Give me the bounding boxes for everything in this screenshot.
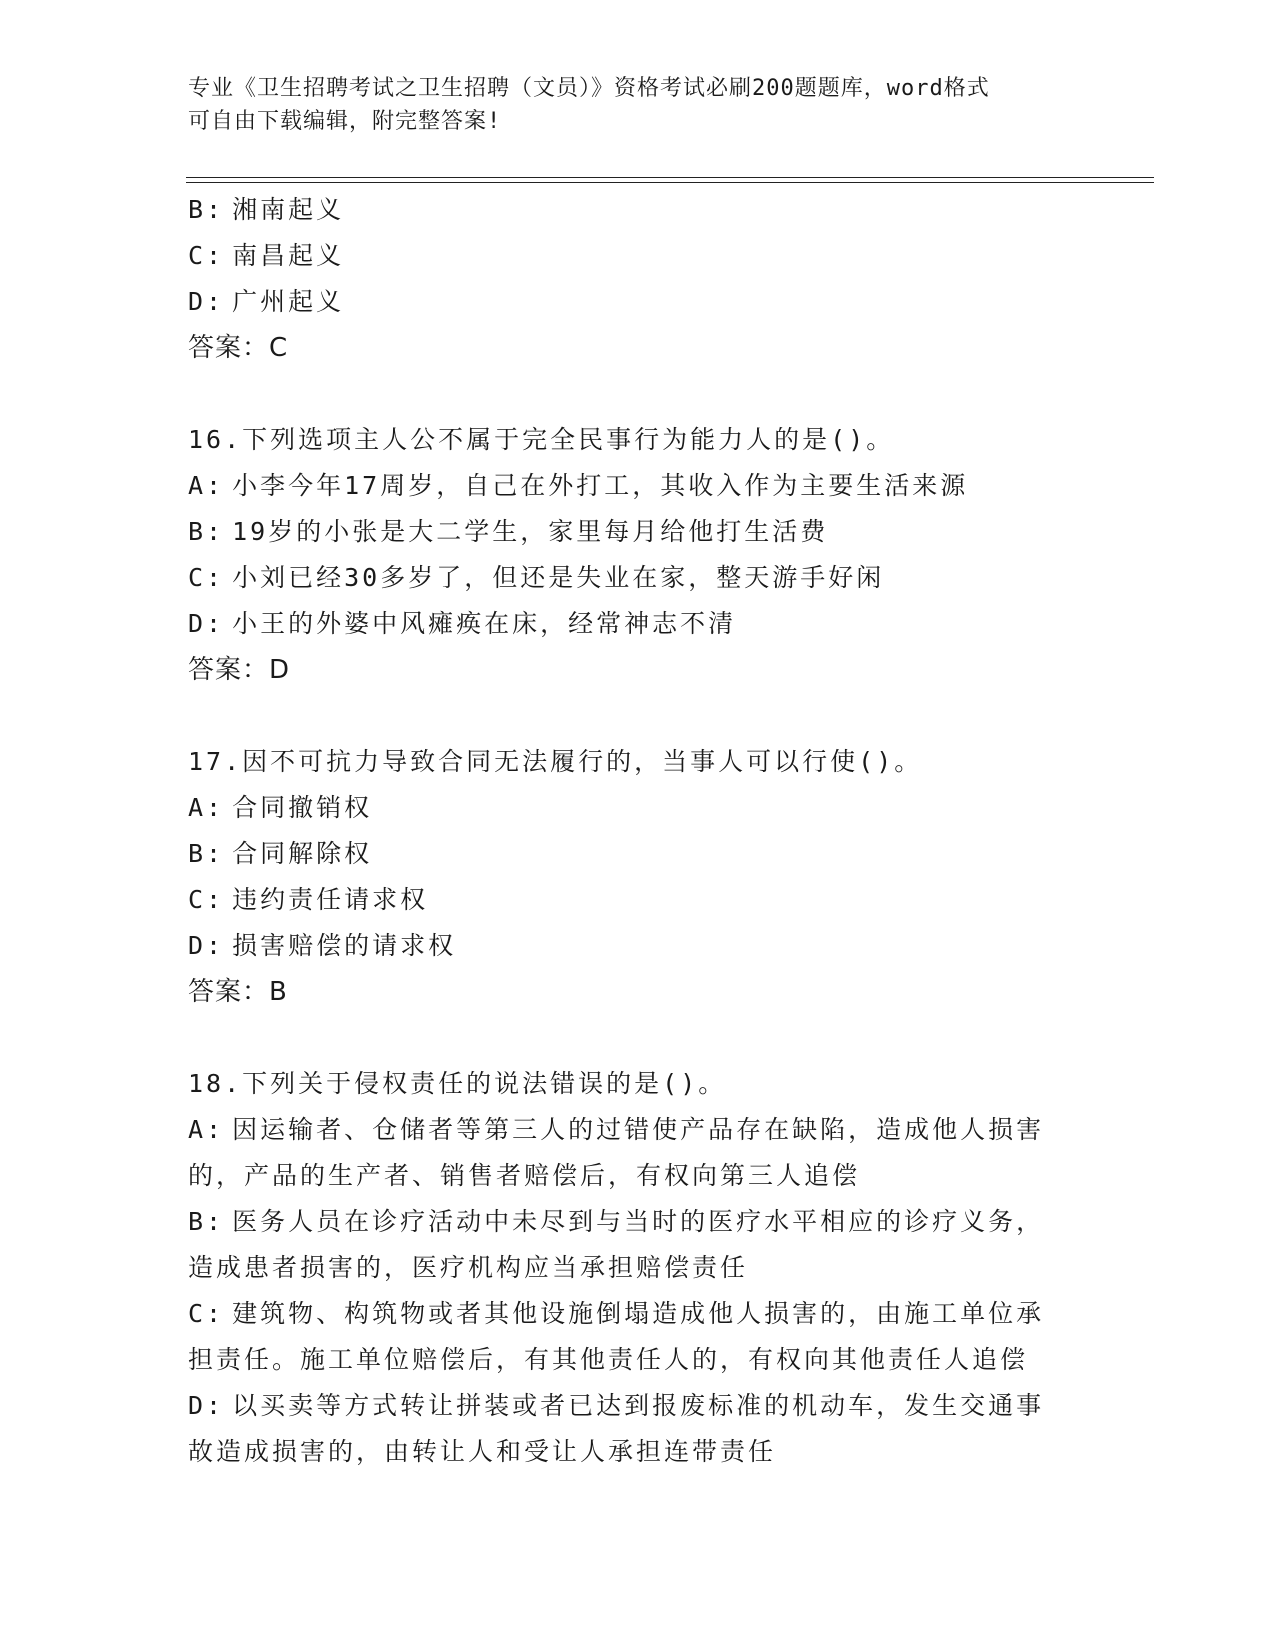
question-16 (188, 417, 1088, 693)
option-label: A: (188, 1115, 225, 1144)
option-text: 小刘已经30多岁了，但还是失业在家，整天游手好闲 (232, 563, 885, 592)
answer-line: 答案：B (188, 977, 288, 1007)
spacer (188, 371, 1088, 417)
option-label: A: (188, 471, 225, 500)
option-label: C: (188, 241, 225, 270)
option-a (188, 463, 1088, 509)
option-c (188, 233, 1088, 279)
option-text-line-2: 的，产品的生产者、销售者赔偿后，有权向第三人追偿 (188, 1161, 861, 1190)
question-stem: 16.下列选项主人公不属于完全民事行为能力人的是()。 (188, 425, 895, 454)
spacer (188, 693, 1088, 739)
question-18 (188, 1061, 1088, 1475)
header-title-line-2: 可自由下载编辑，附完整答案! (188, 109, 502, 134)
option-b (188, 187, 1088, 233)
option-label: A: (188, 793, 225, 822)
header-divider-top (186, 177, 1154, 178)
question-17 (188, 739, 1088, 1015)
option-d (188, 1383, 1088, 1475)
option-d (188, 601, 1088, 647)
option-text: 小王的外婆中风瘫痪在床，经常神志不清 (232, 609, 737, 638)
option-a (188, 1107, 1088, 1199)
question-15-continued (188, 187, 1088, 371)
option-b (188, 509, 1088, 555)
option-label: D: (188, 609, 225, 638)
header-divider-bottom (186, 182, 1154, 183)
option-label: C: (188, 885, 225, 914)
option-text: 小李今年17周岁，自己在外打工，其收入作为主要生活来源 (232, 471, 969, 500)
option-text-line-1: 因运输者、仓储者等第三人的过错使产品存在缺陷，造成他人损害 (232, 1115, 1045, 1144)
option-text-line-1: 建筑物、构筑物或者其他设施倒塌造成他人损害的，由施工单位承 (232, 1299, 1045, 1328)
option-d (188, 923, 1088, 969)
option-c (188, 555, 1088, 601)
option-c (188, 1291, 1088, 1383)
option-text: 合同撤销权 (232, 793, 373, 822)
option-c (188, 877, 1088, 923)
option-text: 广州起义 (232, 287, 345, 316)
option-b (188, 1199, 1088, 1291)
option-label: D: (188, 1391, 225, 1420)
question-stem: 17.因不可抗力导致合同无法履行的，当事人可以行使()。 (188, 747, 923, 776)
option-text: 南昌起义 (232, 241, 345, 270)
option-label: B: (188, 1207, 225, 1236)
option-text: 19岁的小张是大二学生，家里每月给他打生活费 (232, 517, 829, 546)
option-label: D: (188, 287, 225, 316)
option-label: C: (188, 563, 225, 592)
option-text-line-1: 以买卖等方式转让拼装或者已达到报废标准的机动车，发生交通事 (232, 1391, 1045, 1420)
answer-line: 答案：C (188, 333, 289, 363)
option-text-line-1: 医务人员在诊疗活动中未尽到与当时的医疗水平相应的诊疗义务， (232, 1207, 1045, 1236)
option-d (188, 279, 1088, 325)
option-text: 损害赔偿的请求权 (232, 931, 457, 960)
document-header (188, 72, 1068, 138)
option-text-line-2: 担责任。施工单位赔偿后，有其他责任人的，有权向其他责任人追偿 (188, 1345, 1029, 1374)
option-b (188, 831, 1088, 877)
option-label: C: (188, 1299, 225, 1328)
option-a (188, 785, 1088, 831)
spacer (188, 1015, 1088, 1061)
option-text: 违约责任请求权 (232, 885, 429, 914)
option-text-line-2: 故造成损害的，由转让人和受让人承担连带责任 (188, 1437, 777, 1466)
question-stem: 18.下列关于侵权责任的说法错误的是()。 (188, 1069, 727, 1098)
option-label: B: (188, 517, 225, 546)
answer-line: 答案：D (188, 655, 291, 685)
option-label: D: (188, 931, 225, 960)
option-label: B: (188, 195, 225, 224)
question-list (188, 187, 1088, 1475)
option-text-line-2: 造成患者损害的，医疗机构应当承担赔偿责任 (188, 1253, 749, 1282)
option-text: 合同解除权 (232, 839, 373, 868)
option-label: B: (188, 839, 225, 868)
header-title-line-1: 专业《卫生招聘考试之卫生招聘（文员）》资格考试必刷200题题库，word格式 (188, 76, 990, 101)
option-text: 湘南起义 (232, 195, 345, 224)
